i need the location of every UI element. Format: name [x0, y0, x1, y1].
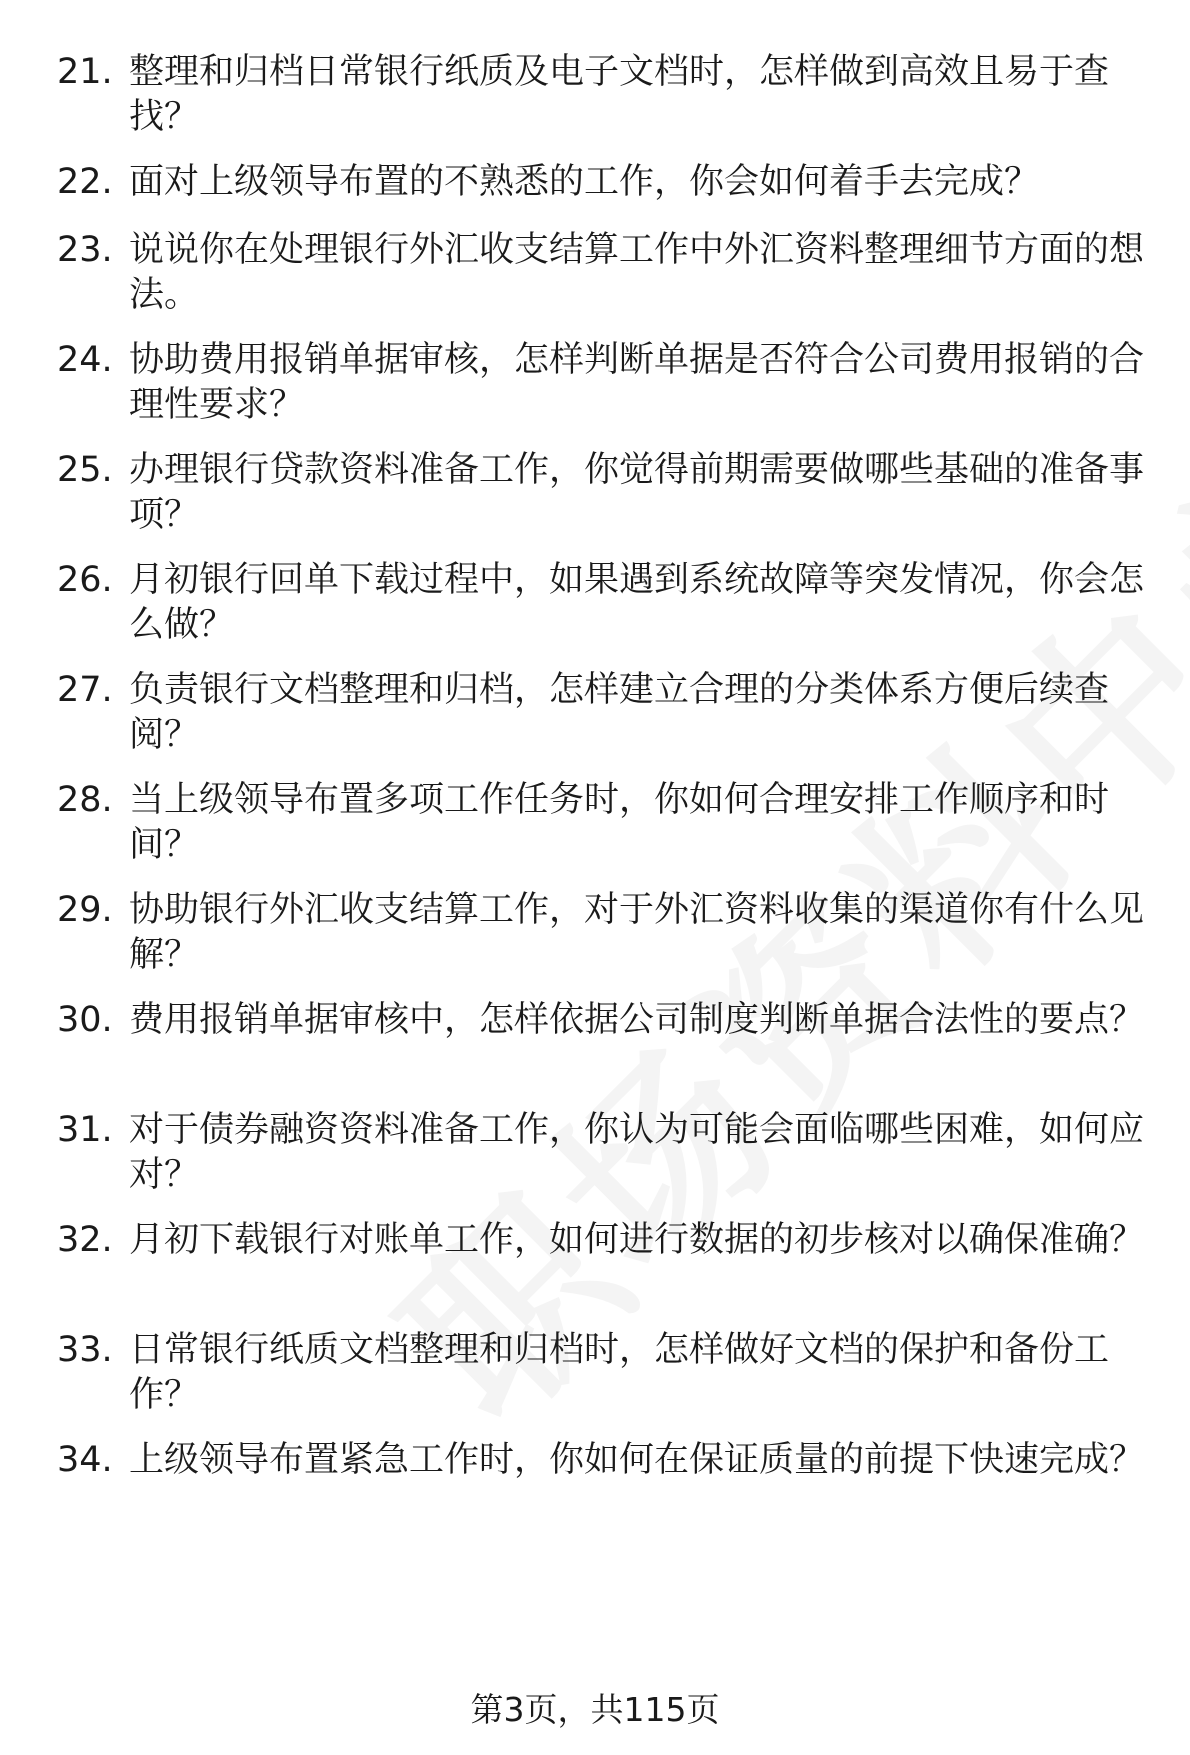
- question-text: 当上级领导布置多项工作任务时，你如何合理安排工作顺序和时间？: [129, 780, 1110, 865]
- question-number: 23.: [57, 230, 113, 270]
- question-number: 22.: [57, 162, 113, 202]
- question-number: 34.: [57, 1440, 113, 1480]
- question-number: 33.: [57, 1330, 113, 1370]
- question-text: 月初下载银行对账单工作，如何进行数据的初步核对以确保准确？: [129, 1220, 1145, 1260]
- question-text: 上级领导布置紧急工作时，你如何在保证质量的前提下快速完成？: [129, 1440, 1145, 1480]
- question-item-29: [57, 888, 1157, 978]
- question-text: 说说你在处理银行外汇收支结算工作中外汇资料整理细节方面的想法。: [129, 230, 1145, 315]
- question-text: 协助费用报销单据审核，怎样判断单据是否符合公司费用报销的合理性要求？: [129, 340, 1145, 425]
- question-item-31: [57, 1108, 1157, 1198]
- question-item-33: [57, 1328, 1157, 1418]
- question-text: 整理和归档日常银行纸质及电子文档时，怎样做到高效且易于查找？: [129, 52, 1110, 137]
- question-text: 负责银行文档整理和归档，怎样建立合理的分类体系方便后续查阅？: [129, 670, 1110, 755]
- question-text: 面对上级领导布置的不熟悉的工作，你会如何着手去完成？: [129, 162, 1040, 202]
- question-item-28: [57, 778, 1157, 868]
- question-text: 日常银行纸质文档整理和归档时，怎样做好文档的保护和备份工作？: [129, 1330, 1110, 1415]
- question-text: 月初银行回单下载过程中，如果遇到系统故障等突发情况，你会怎么做？: [129, 560, 1145, 645]
- question-item-32: [57, 1218, 1157, 1263]
- question-number: 24.: [57, 340, 113, 380]
- question-item-24: [57, 338, 1157, 428]
- question-item-27: [57, 668, 1157, 758]
- question-number: 31.: [57, 1110, 113, 1150]
- question-text: 办理银行贷款资料准备工作，你觉得前期需要做哪些基础的准备事项？: [129, 450, 1145, 535]
- question-item-22: [57, 160, 1157, 205]
- question-item-21: [57, 50, 1157, 140]
- question-text: 对于债券融资资料准备工作，你认为可能会面临哪些困难，如何应对？: [129, 1110, 1145, 1195]
- question-number: 21.: [57, 52, 113, 92]
- page-footer: 第3页，共115页: [470, 1690, 720, 1729]
- question-text: 费用报销单据审核中，怎样依据公司制度判断单据合法性的要点？: [129, 1000, 1145, 1040]
- question-item-30: [57, 998, 1157, 1043]
- question-number: 32.: [57, 1220, 113, 1260]
- question-item-34: [57, 1438, 1157, 1483]
- question-item-23: [57, 228, 1157, 318]
- question-text: 协助银行外汇收支结算工作，对于外汇资料收集的渠道你有什么见解？: [129, 890, 1145, 975]
- question-item-26: [57, 558, 1157, 648]
- question-number: 25.: [57, 450, 113, 490]
- question-number: 29.: [57, 890, 113, 930]
- question-item-25: [57, 448, 1157, 538]
- question-number: 28.: [57, 780, 113, 820]
- question-number: 30.: [57, 1000, 113, 1040]
- question-number: 27.: [57, 670, 113, 710]
- question-number: 26.: [57, 560, 113, 600]
